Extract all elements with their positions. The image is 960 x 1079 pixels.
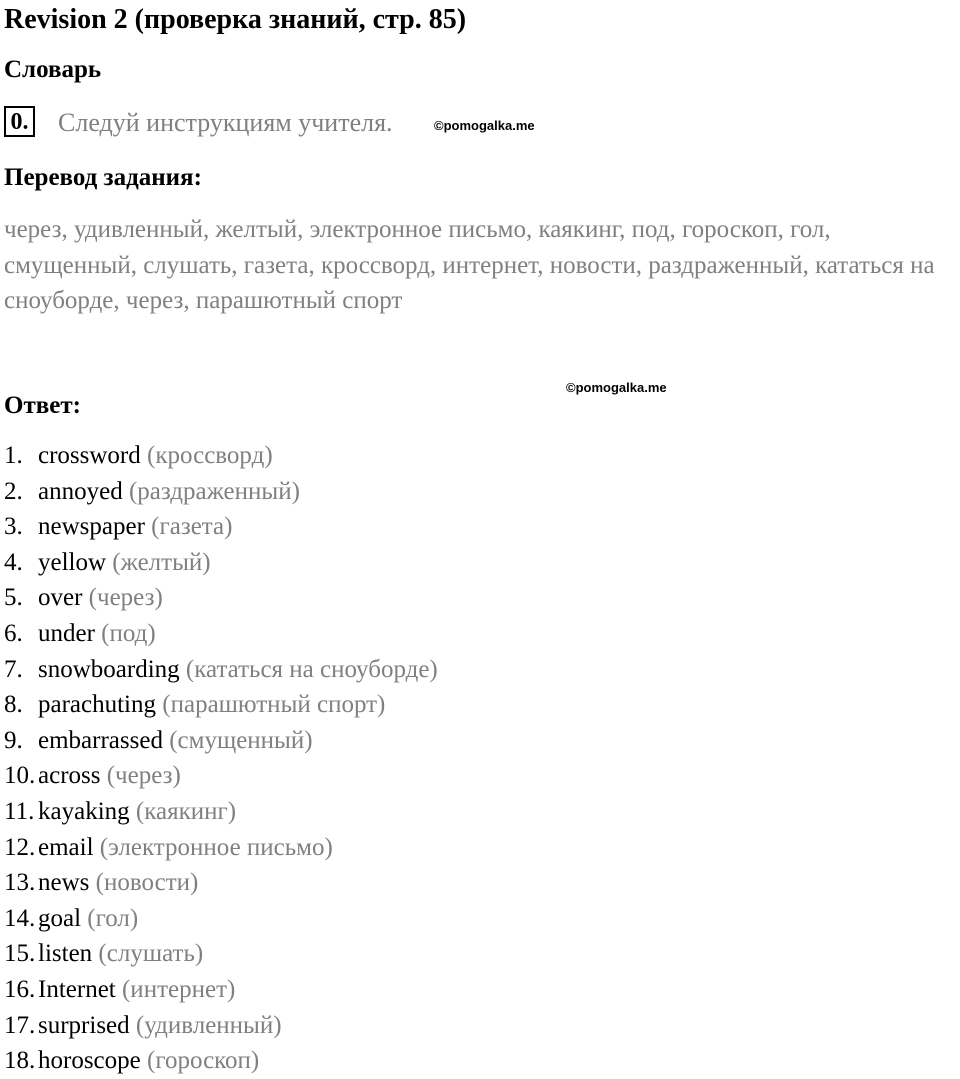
item-number: 2.: [4, 477, 23, 505]
answer-heading: Ответ:: [4, 392, 81, 419]
item-number: 11.: [4, 797, 35, 825]
list-item: [4, 616, 438, 652]
russian-translation: (желтый): [112, 548, 211, 576]
item-number: 12.: [4, 833, 36, 861]
item-number: 16.: [4, 975, 36, 1003]
list-item: [4, 758, 438, 794]
item-number: 15.: [4, 940, 36, 968]
list-item: [4, 723, 438, 759]
russian-translation: (кататься на сноуборде): [185, 655, 438, 683]
translation-heading: Перевод задания:: [4, 164, 202, 191]
english-word: Internet: [38, 975, 116, 1003]
russian-translation: (гороскоп): [147, 1047, 260, 1075]
item-number: 4.: [4, 548, 23, 576]
item-number: 17.: [4, 1011, 36, 1039]
russian-translation: (парашютный спорт): [162, 691, 386, 719]
list-item: [4, 545, 438, 581]
english-word: embarrassed: [38, 726, 163, 754]
russian-translation: (смущенный): [169, 726, 313, 754]
english-word: yellow: [38, 548, 107, 576]
list-item: [4, 580, 438, 616]
english-word: email: [38, 833, 94, 861]
russian-translation: (под): [101, 619, 156, 647]
item-number: 13.: [4, 869, 36, 897]
russian-translation: (интернет): [121, 975, 236, 1003]
list-item: [4, 901, 438, 937]
russian-translation: (каякинг): [135, 797, 237, 825]
english-word: across: [38, 762, 101, 790]
list-item: [4, 1008, 438, 1044]
english-word: over: [38, 584, 83, 612]
watermark: ©pomogalka.me: [434, 118, 535, 133]
item-number: 18.: [4, 1047, 36, 1075]
item-number: 8.: [4, 691, 23, 719]
english-word: annoyed: [38, 477, 123, 505]
item-number: 7.: [4, 655, 23, 683]
item-number: 9.: [4, 726, 23, 754]
item-number: 14.: [4, 904, 36, 932]
page-title: Revision 2 (проверка знаний, стр. 85): [4, 4, 467, 35]
task-instruction: Следуй инструкциям учителя.: [58, 108, 393, 137]
english-word: surprised: [38, 1011, 130, 1039]
english-word: crossword: [38, 442, 141, 469]
list-item: [4, 652, 438, 688]
russian-translation: (электронное письмо): [99, 833, 333, 861]
item-number: 1.: [4, 442, 23, 469]
list-item: [4, 438, 438, 474]
item-number: 3.: [4, 513, 23, 541]
list-item: [4, 509, 438, 545]
russian-translation: (новости): [95, 869, 199, 897]
item-number: 5.: [4, 584, 23, 612]
russian-translation: (раздраженный): [128, 477, 300, 505]
russian-translation: (через): [88, 584, 163, 612]
list-item: [4, 972, 438, 1008]
english-word: parachuting: [38, 691, 157, 719]
english-word: horoscope: [38, 1047, 141, 1075]
list-item: [4, 474, 438, 510]
list-item: [4, 1043, 438, 1079]
english-word: goal: [38, 904, 82, 932]
list-item: [4, 865, 438, 901]
russian-translation: (гол): [87, 904, 139, 932]
russian-translation: (через): [106, 762, 181, 790]
russian-translation: (слушать): [98, 940, 204, 968]
russian-translation: (кроссворд): [147, 442, 273, 469]
watermark: ©pomogalka.me: [566, 380, 667, 395]
english-word: under: [38, 619, 95, 647]
translation-text: через, удивленный, желтый, электронное письмо, каякинг, под, гороскоп, гол, смущенный, слушать, газета, кроссворд, интернет, новости, раздраженный, кататься на сноуборде, через, парашютный спорт: [4, 216, 935, 314]
english-word: snowboarding: [38, 655, 180, 683]
item-number: 6.: [4, 619, 23, 647]
task-number-box: 0.: [4, 106, 35, 137]
answer-list: [4, 438, 438, 1079]
english-word: listen: [38, 940, 93, 968]
list-item: [4, 794, 438, 830]
list-item: [4, 830, 438, 866]
vocabulary-heading: Словарь: [4, 56, 102, 83]
item-number: 10.: [4, 762, 36, 790]
english-word: news: [38, 869, 90, 897]
russian-translation: (газета): [151, 513, 233, 541]
english-word: newspaper: [38, 513, 145, 541]
list-item: [4, 687, 438, 723]
english-word: kayaking: [38, 797, 130, 825]
russian-translation: (удивленный): [135, 1011, 282, 1039]
list-item: [4, 936, 438, 972]
